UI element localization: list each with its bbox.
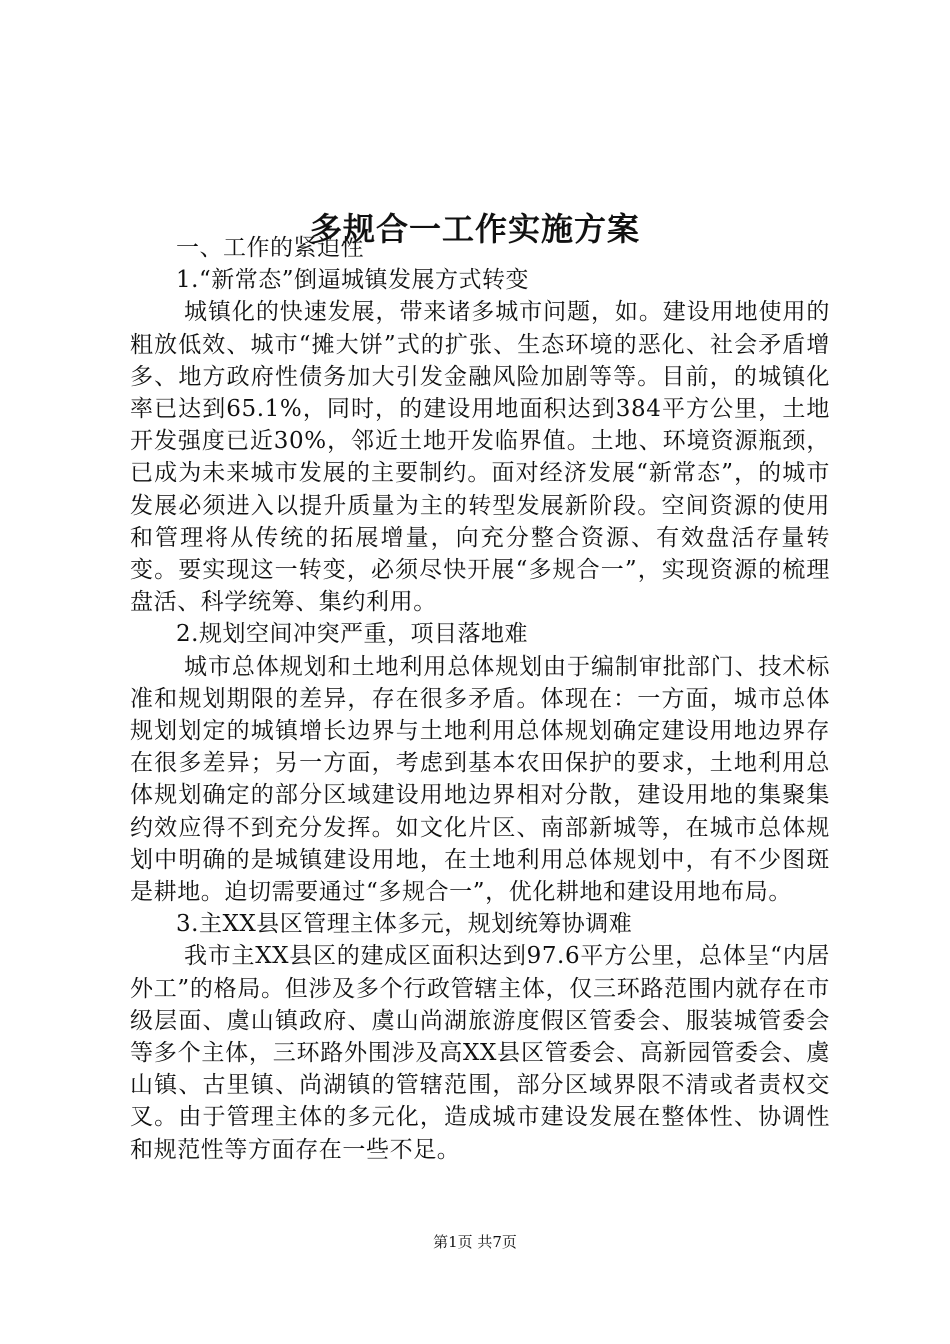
section-heading-urgency: 一、工作的紧迫性 [176, 235, 364, 261]
paragraph-2: 城市总体规划和土地利用总体规划由于编制审批部门、技术标准和规划期限的差异，存在很多矛盾。体现在：一方面，城市总体规划划定的城镇增长边界与土地利用总体规划确定建设用地边界存在很多差异；另一方面，考虑到基本农田保护的要求，土地利用总体规划确定的部分区域建设用地边界相对分散，建设用地的集聚集约效应得不到充分发挥。如文化片区、南部新城等，在城市总体规划中明确的是城镇建设用地，在土地利用总体规划中，有不少图斑是耕地。迫切需要通过“多规合一”，优化耕地和建设用地布局。 [130, 653, 830, 906]
document-body [130, 232, 830, 1166]
paragraph-3: 我市主XX县区的建成区面积达到97.6平方公里，总体呈“内居外工”的格局。但涉及多个行政管辖主体，仅三环路范围内就存在市级层面、虞山镇政府、虞山尚湖旅游度假区管委会、服装城管委会等多个主体，三环路外围涉及高XX县区管委会、高新园管委会、虞山镇、古里镇、尚湖镇的管辖范围，部分区域界限不清或者责权交叉。由于管理主体的多元化，造成城市建设发展在整体性、协调性和规范性等方面存在一些不足。 [130, 943, 830, 1163]
subsection-heading-3: 3.主XX县区管理主体多元，规划统筹协调难 [176, 911, 633, 938]
page-footer: 第1页 共7页 [433, 1233, 517, 1251]
subsection-heading-1: 1.“新常态”倒逼城镇发展方式转变 [176, 267, 529, 294]
paragraph-1: 城镇化的快速发展，带来诸多城市问题，如。建设用地使用的粗放低效、城市“摊大饼”式的扩张、生态环境的恶化、社会矛盾增多、地方政府性债务加大引发金融风险加剧等等。目前，的城镇化率已达到65.1%，同时，的建设用地面积达到384平方公里，土地开发强度已近30%，邻近土地开发临界值。土地、环境资源瓶颈，已成为未来城市发展的主要制约。面对经济发展“新常态”，的城市发展必须进入以提升质量为主的转型发展新阶段。空间资源的使用和管理将从传统的拓展增量，向充分整合资源、有效盘活存量转变。要实现这一转变，必须尽快开展“多规合一”，实现资源的梳理盘活、科学统筹、集约利用。 [130, 299, 830, 616]
subsection-heading-2: 2.规划空间冲突严重，项目落地难 [176, 621, 528, 648]
document-title: 多规合一工作实施方案 [309, 210, 640, 249]
